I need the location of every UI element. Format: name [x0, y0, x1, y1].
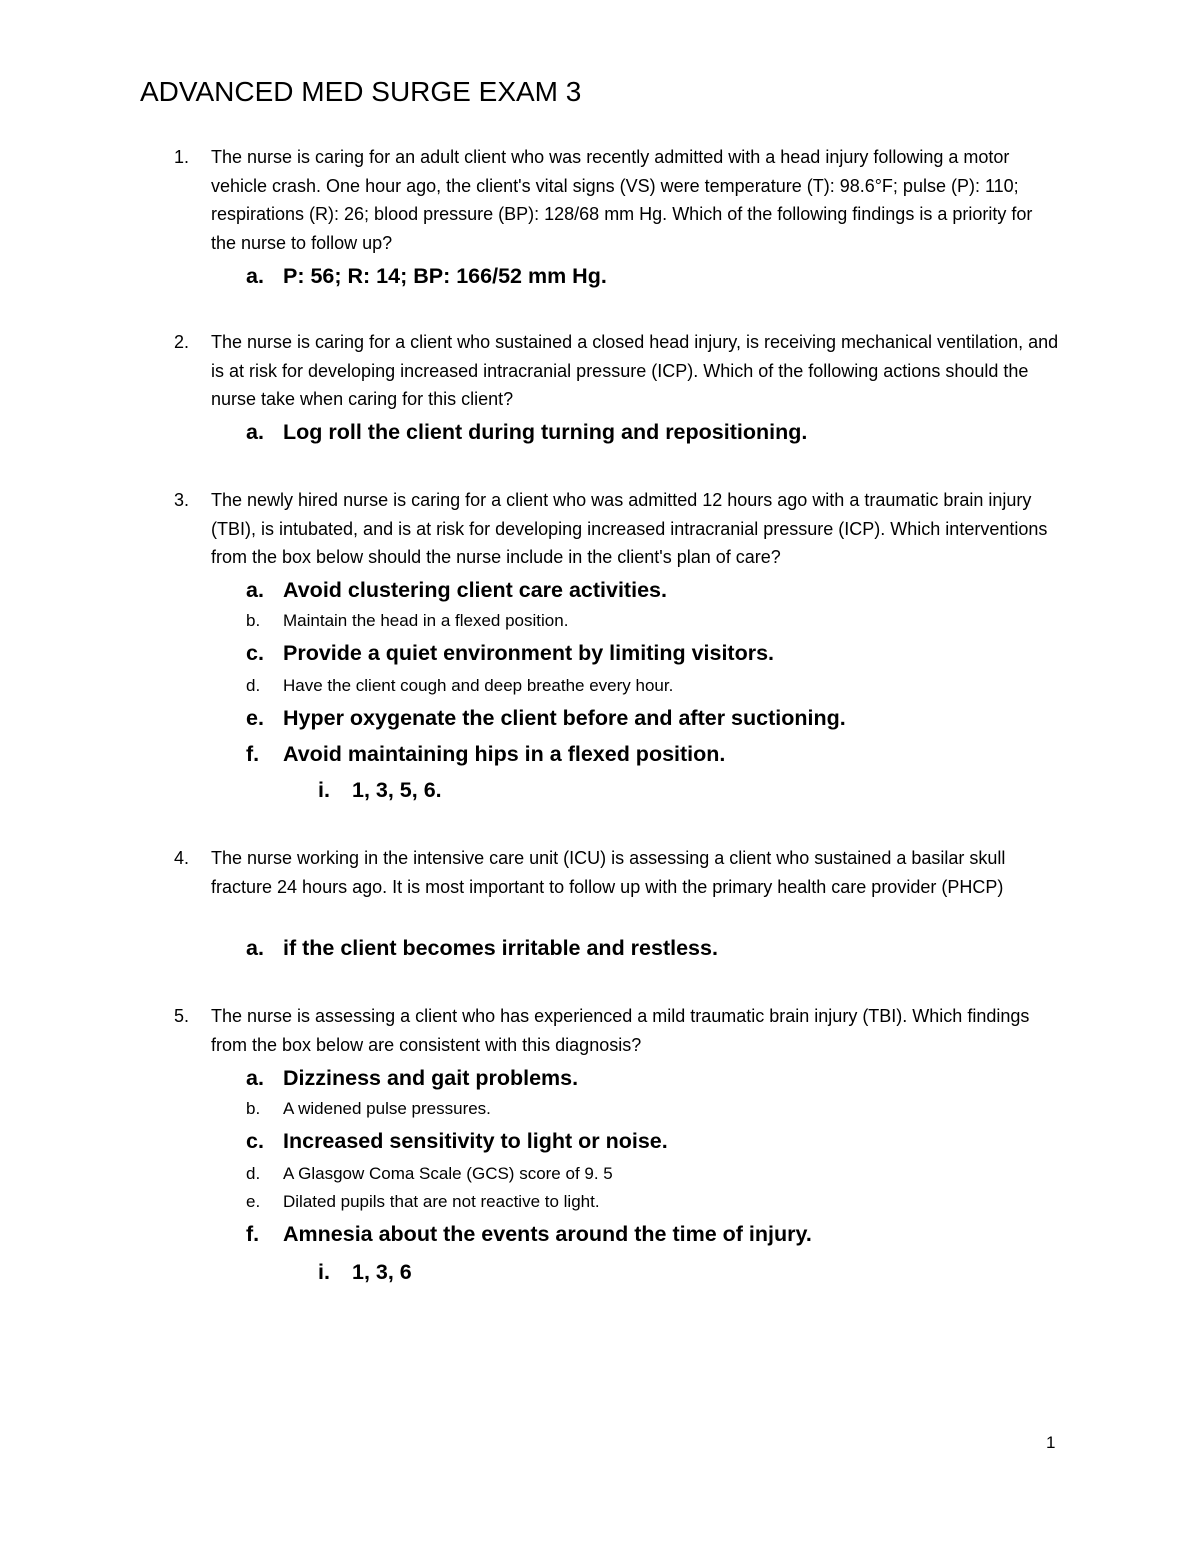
- question-number: 3.: [174, 490, 190, 510]
- option-letter: a.: [246, 1066, 264, 1090]
- question-text: The nurse is caring for a client who sustained a closed head injury, is receiving mechanical ventilation, and is at risk for developing increased intracranial pressure (ICP). Which of the following actions should the nurse take when caring for this client?: [211, 332, 1059, 409]
- question-number: 5.: [174, 1006, 190, 1026]
- question-text: The newly hired nurse is caring for a client who was admitted 12 hours ago with a traumatic brain injury (TBI), is intubated, and is at risk for developing increased intracranial pressure (ICP). Which interventions from the box below should the nurse include in the client's plan of care?: [211, 490, 1048, 567]
- option-letter: a.: [246, 264, 264, 288]
- option-letter: f.: [246, 1222, 260, 1246]
- option-letter: b.: [246, 1099, 261, 1118]
- option-text: Dizziness and gait problems.: [283, 1066, 579, 1090]
- question-text: The nurse working in the intensive care unit (ICU) is assessing a client who sustained a basilar skull fracture 24 hours ago. It is most important to follow up with the primary health care provider (PHCP): [211, 848, 1006, 897]
- option-text: Amnesia about the events around the time of injury.: [283, 1222, 812, 1246]
- question-number: 1.: [174, 147, 190, 167]
- option-letter: f.: [246, 742, 260, 766]
- option-letter: e.: [246, 706, 264, 730]
- option-text: Log roll the client during turning and repositioning.: [283, 420, 808, 444]
- option-text: Provide a quiet environment by limiting visitors.: [283, 641, 775, 665]
- option-text: A widened pulse pressures.: [283, 1099, 491, 1118]
- question-text: The nurse is caring for an adult client who was recently admitted with a head injury following a motor vehicle crash. One hour ago, the client's vital signs (VS) were temperature (T): 98.6°F; pulse (P): 110; respirations (R): 26; blood pressure (BP): 128/68 mm Hg. Which of the following findings is a priority for the nurse to follow up?: [211, 147, 1033, 253]
- option-letter: c.: [246, 641, 264, 665]
- answer-text: 1, 3, 6: [352, 1260, 412, 1284]
- option-text: A Glasgow Coma Scale (GCS) score of 9. 5: [283, 1164, 613, 1183]
- option-letter: c.: [246, 1129, 264, 1153]
- option-text: Increased sensitivity to light or noise.: [283, 1129, 668, 1153]
- answer-letter: i.: [318, 778, 330, 802]
- option-letter: a.: [246, 936, 264, 960]
- option-text: Avoid maintaining hips in a flexed position.: [283, 742, 726, 766]
- option-text: Maintain the head in a flexed position.: [283, 611, 569, 630]
- page-title: ADVANCED MED SURGE EXAM 3: [140, 76, 582, 107]
- option-letter: a.: [246, 578, 264, 602]
- option-text: Have the client cough and deep breathe every hour.: [283, 676, 674, 695]
- question-number: 2.: [174, 332, 190, 352]
- option-letter: a.: [246, 420, 264, 444]
- option-letter: d.: [246, 676, 261, 695]
- option-text: Avoid clustering client care activities.: [283, 578, 667, 602]
- option-letter: d.: [246, 1164, 261, 1183]
- option-letter: e.: [246, 1192, 261, 1211]
- question-number: 4.: [174, 848, 190, 868]
- option-letter: b.: [246, 611, 261, 630]
- option-text: P: 56; R: 14; BP: 166/52 mm Hg.: [283, 264, 607, 288]
- answer-letter: i.: [318, 1260, 330, 1284]
- option-text: Dilated pupils that are not reactive to light.: [283, 1192, 600, 1211]
- page-number: 1: [1046, 1433, 1056, 1452]
- question-text: The nurse is assessing a client who has experienced a mild traumatic brain injury (TBI). Which findings from the box below are consistent with this diagnosis?: [211, 1006, 1030, 1055]
- option-text: Hyper oxygenate the client before and after suctioning.: [283, 706, 846, 730]
- answer-text: 1, 3, 5, 6.: [352, 778, 442, 802]
- option-text: if the client becomes irritable and restless.: [283, 936, 718, 960]
